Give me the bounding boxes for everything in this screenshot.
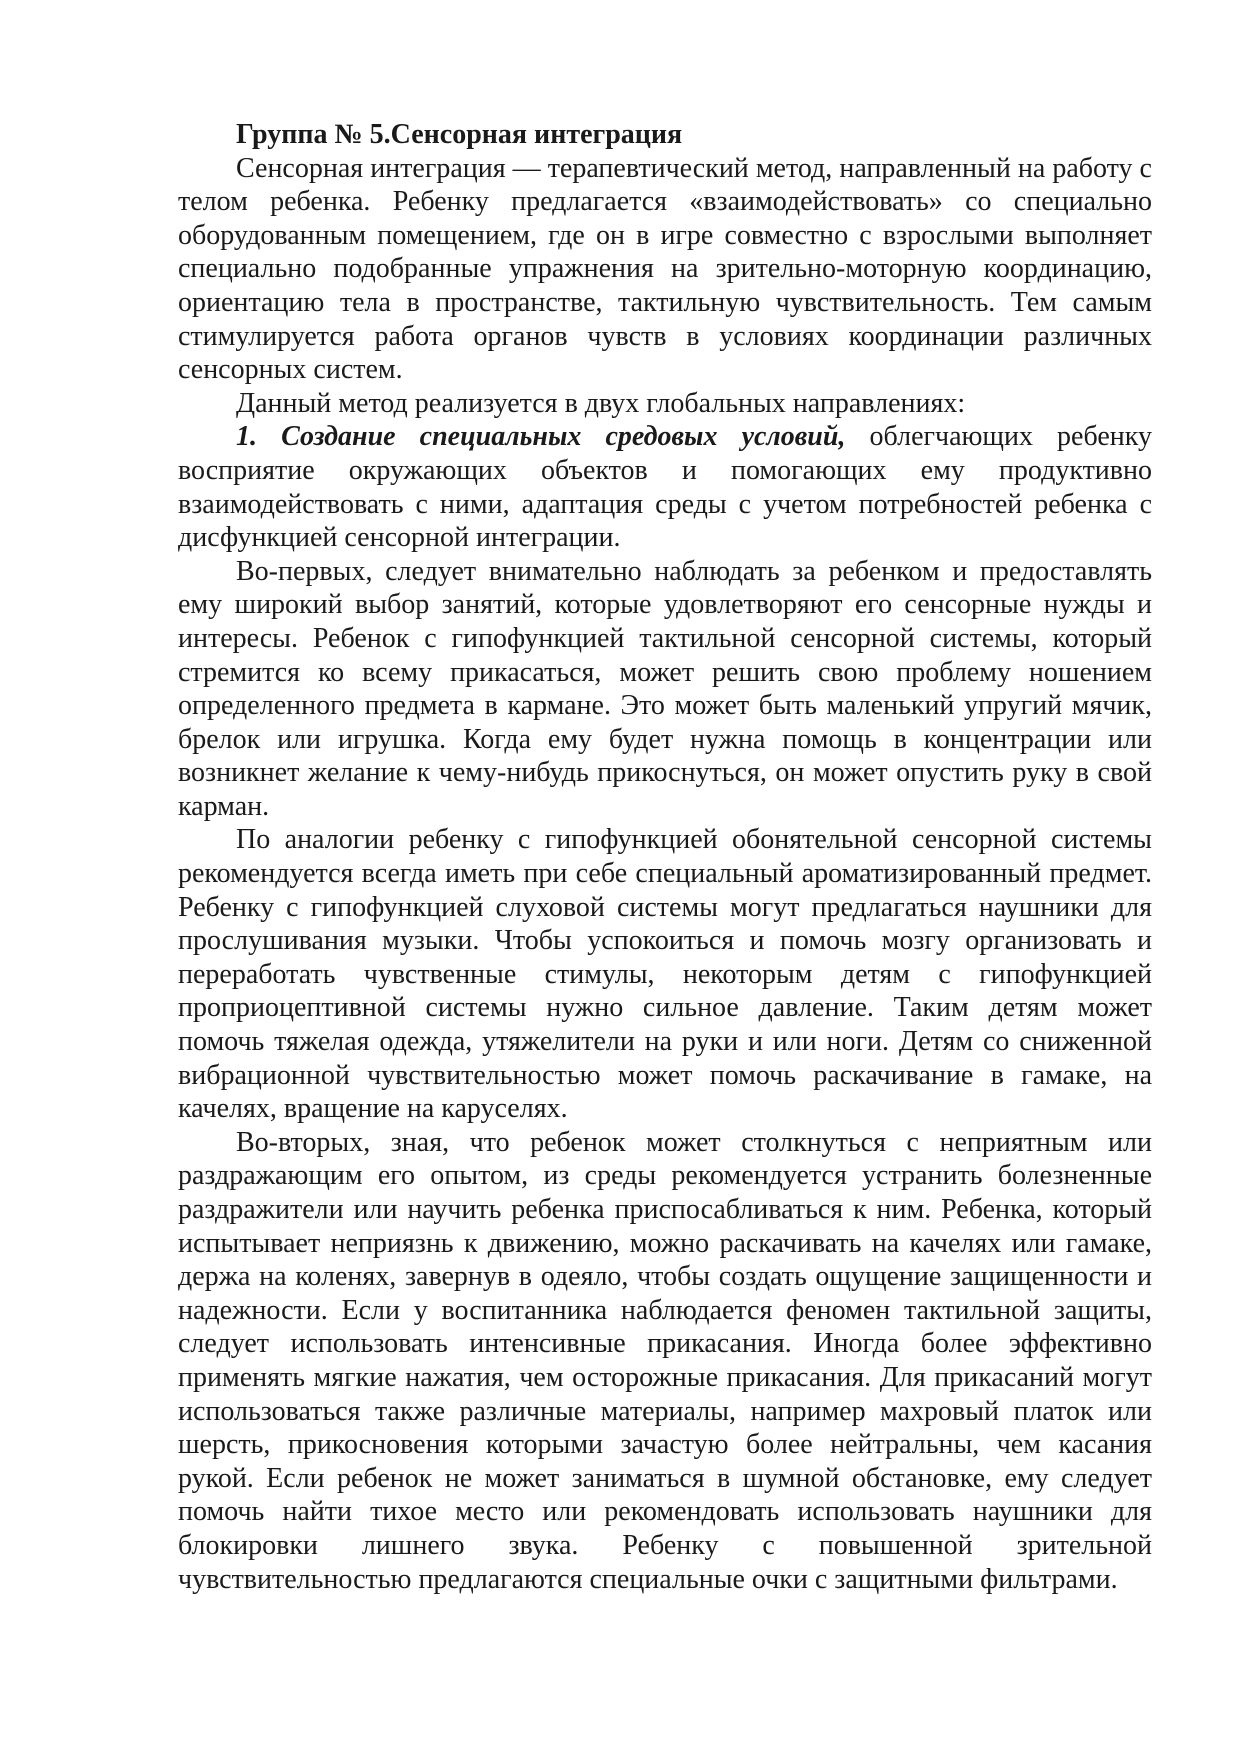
document-page [178,118,1152,1596]
paragraph-intro: Сенсорная интеграция — терапевтический метод, направленный на работу с телом ребенка. Ребенку предлагается «взаимодействовать» со специально оборудованным помещением, где он в игре совместно с взрослыми выполняет специально подобранные упражнения на зрительно-моторную координацию, ориентацию тела в пространстве, тактильную чувствительность. Тем самым стимулируется работа органов чувств в условиях координации различных сенсорных систем. [178,152,1152,386]
paragraph-second: Во-вторых, зная, что ребенок может столкнуться с неприятным или раздражающим его опытом, из среды рекомендуется устранить болезненные раздражители или научить ребенка приспосабливаться к ним. Ребенка, который испытывает неприязнь к движению, можно раскачивать на качелях или гамаке, держа на коленях, завернув в одеяло, чтобы создать ощущение защищенности и надежности. Если у воспитанника наблюдается феномен тактильной защиты, следует использовать интенсивные прикасания. Иногда более эффективно применять мягкие нажатия, чем осторожные прикасания. Для прикасаний могут использоваться также различные материалы, например махровый платок или шерсть, прикосновения которыми зачастую более нейтральны, чем касания рукой. Если ребенок не может заниматься в шумной обстановке, ему следует помочь найти тихое место или рекомендовать использовать наушники для блокировки лишнего звука. Ребенку с повышенной зрительной чувствительностью предлагаются специальные очки с защитными фильтрами. [178,1126,1152,1595]
paragraph-directions: Данный метод реализуется в двух глобальных направлениях: [236,387,966,419]
section-heading: Группа № 5.Сенсорная интеграция [236,119,683,150]
paragraph-first: Во-первых, следует внимательно наблюдать за ребенком и предоставлять ему широкий выбор занятий, которые удовлетворяют его сенсорные нужды и интересы. Ребенок с гипофункцией тактильной сенсорной системы, который стремится ко всему прикасаться, может решить свою проблему ношением определенного предмета в кармане. Это может быть маленький упругий мячик, брелок или игрушка. Когда ему будет нужна помощь в концентрации или возникнет желание к чему-нибудь прикоснуться, он может опустить руку в свой карман. [178,555,1152,822]
direction-1-text: облегчающих ребенку восприятие окружающих объектов и помогающих ему продуктивно взаимодействовать с ними, адаптация среды с учетом потребностей ребенка с дисфункцией сенсорной интеграции. [178,421,1152,554]
paragraph-direction-1 [178,420,1152,554]
paragraph-analogy: По аналогии ребенку с гипофункцией обонятельной сенсорной системы рекомендуется всегда иметь при себе специальный ароматизированный предмет. Ребенку с гипофункцией слуховой системы могут предлагаться наушники для прослушивания музыки. Чтобы успокоиться и помочь мозгу организовать и переработать чувственные стимулы, некоторым детям с гипофункцией проприоцептивной системы нужно сильное давление. Таким детям может помочь тяжелая одежда, утяжелители на руки и или ноги. Детям со сниженной вибрационной чувствительностью может помочь раскачивание в гамаке, на качелях, вращение на каруселях. [178,824,1152,1125]
direction-1-emphasis: 1. Создание специальных средовых условий, [236,421,846,453]
